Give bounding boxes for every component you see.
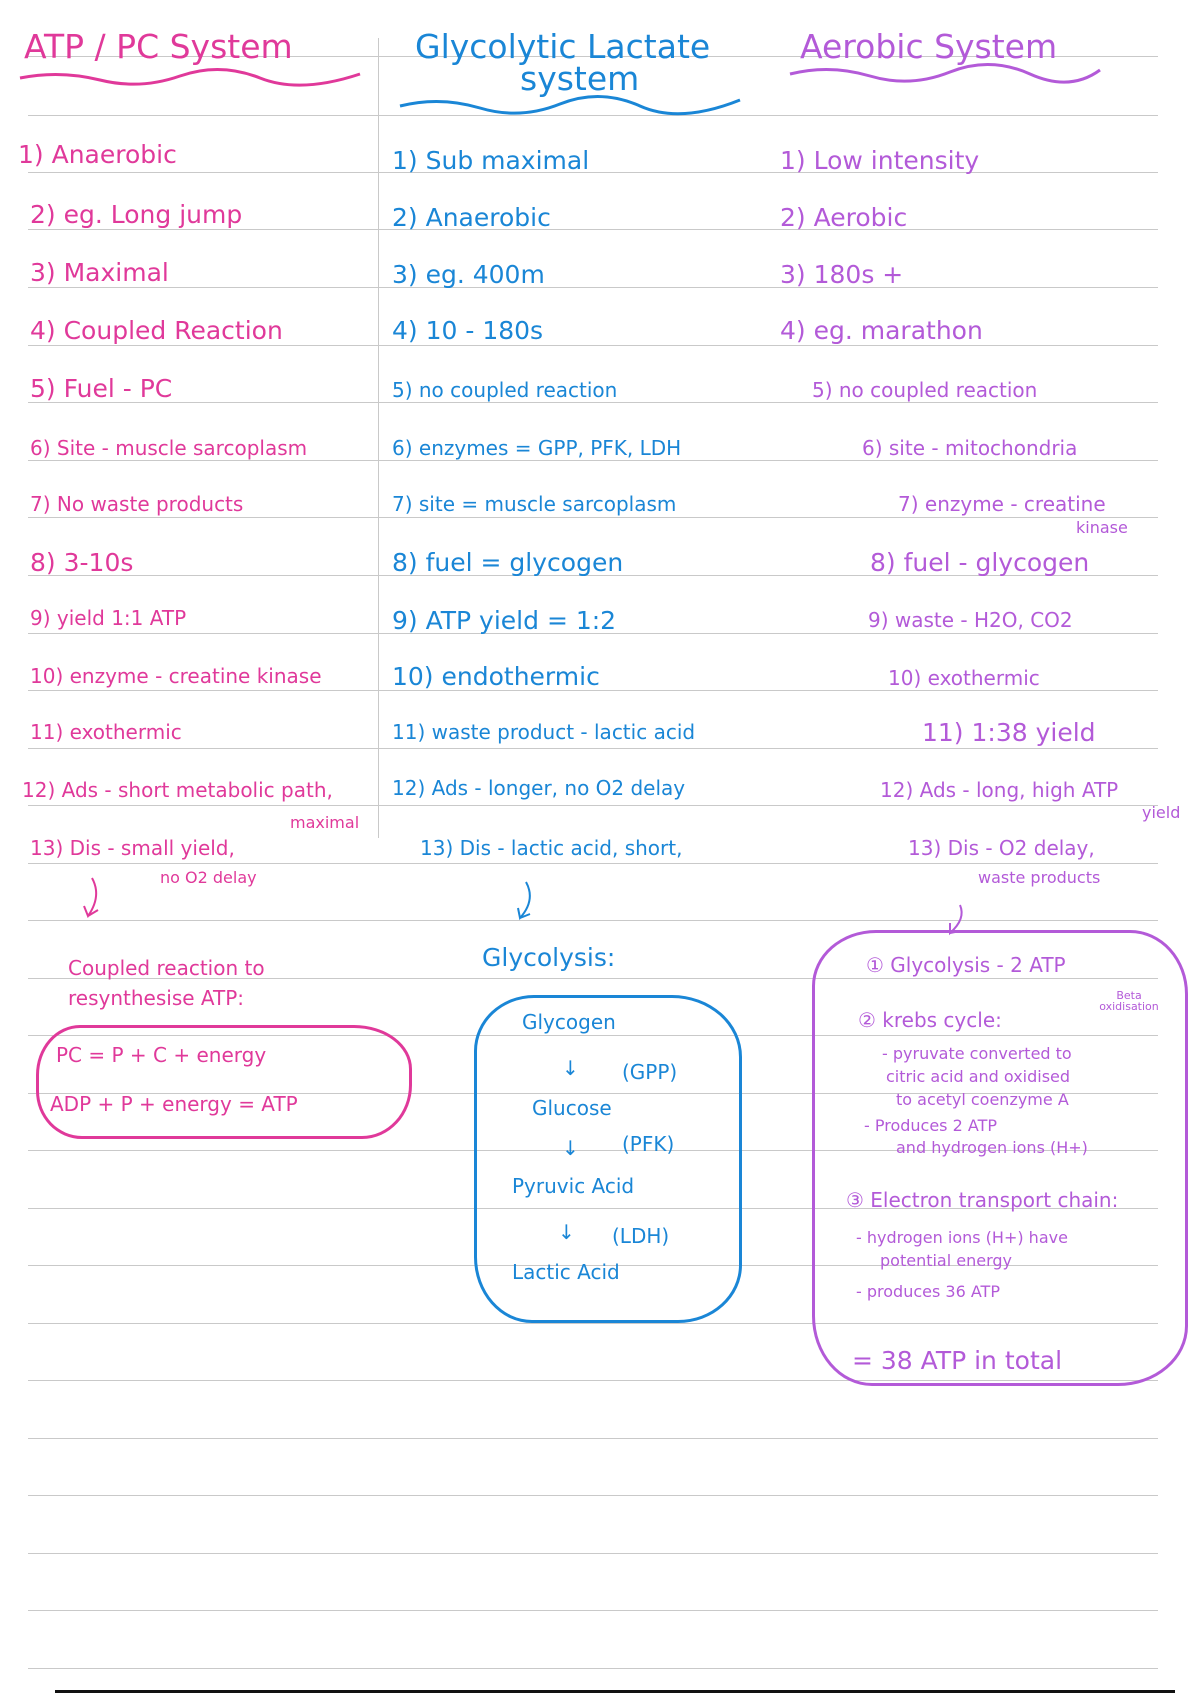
glycolysis-step-1: Glycogen	[522, 1010, 616, 1034]
atp-row-8: 8) 3-10s	[30, 548, 134, 577]
aerobic-row-9: 9) waste - H2O, CO2	[868, 608, 1073, 632]
header-aerobic: Aerobic System	[800, 27, 1058, 66]
aerobic-step-1: ① Glycolysis - 2 ATP	[866, 953, 1066, 977]
aerobic-row-5: 5) no coupled reaction	[812, 378, 1038, 402]
atp-row-12: 12) Ads - short metabolic path,	[22, 778, 333, 802]
aerobic-row-13: 13) Dis - O2 delay,	[908, 836, 1095, 860]
lactate-row-3: 3) eg. 400m	[392, 260, 545, 289]
glycolysis-step-3: Pyruvic Acid	[512, 1174, 635, 1198]
lactate-row-7: 7) site = muscle sarcoplasm	[392, 492, 677, 516]
aerobic-row-3: 3) 180s +	[780, 260, 904, 289]
atp-header-underline	[20, 69, 360, 85]
atp-row-13: 13) Dis - small yield,	[30, 836, 235, 860]
header-lactate-line2: system	[520, 59, 640, 98]
coupled-eq-1: PC = P + C + energy	[56, 1043, 267, 1067]
lactate-row-12: 12) Ads - longer, no O2 delay	[392, 776, 686, 800]
atp-row-2: 2) eg. Long jump	[30, 200, 243, 229]
aerobic-row-8: 8) fuel - glycogen	[870, 548, 1090, 577]
aerobic-row-6: 6) site - mitochondria	[862, 436, 1078, 460]
krebs-line-3: to acetyl coenzyme A	[896, 1090, 1069, 1109]
aerobic-total: = 38 ATP in total	[852, 1346, 1063, 1375]
arrow-down-icon: ↓	[562, 1136, 579, 1160]
glycolysis-step-4: Lactic Acid	[512, 1260, 620, 1284]
krebs-line-5: and hydrogen ions (H+)	[896, 1138, 1088, 1157]
aerobic-row-11: 11) 1:38 yield	[922, 718, 1096, 747]
coupled-title-1: Coupled reaction to	[68, 956, 265, 980]
aerobic-row-12: 12) Ads - long, high ATP	[880, 778, 1119, 802]
atp-row-3: 3) Maximal	[30, 258, 169, 287]
coupled-eq-2: ADP + P + energy = ATP	[50, 1092, 298, 1116]
atp-row-4: 4) Coupled Reaction	[30, 316, 283, 345]
aerobic-step-2: ② krebs cycle:	[858, 1008, 1002, 1032]
atp-row-9: 9) yield 1:1 ATP	[30, 606, 187, 630]
aerobic-row-12-note: yield	[1142, 803, 1181, 822]
lactate-row-10: 10) endothermic	[392, 662, 600, 691]
lactate-row-4: 4) 10 - 180s	[392, 316, 544, 345]
arrow-lactate-icon	[518, 882, 530, 918]
arrow-aerobic-icon	[950, 905, 962, 933]
arrow-down-icon: ↓	[558, 1220, 575, 1244]
krebs-line-1: - pyruvate converted to	[882, 1044, 1072, 1063]
beta-oxidisation-note: Beta oxidisation	[1099, 989, 1159, 1013]
lactate-row-8: 8) fuel = glycogen	[392, 548, 624, 577]
aerobic-row-7-note: kinase	[1076, 518, 1128, 537]
coupled-title-2: resynthesise ATP:	[68, 986, 245, 1010]
etc-line-3: - produces 36 ATP	[856, 1282, 1000, 1301]
atp-row-1: 1) Anaerobic	[18, 140, 177, 169]
aerobic-step-3: ③ Electron transport chain:	[846, 1188, 1119, 1212]
lactate-row-11: 11) waste product - lactic acid	[392, 720, 696, 744]
lactate-row-6: 6) enzymes = GPP, PFK, LDH	[392, 436, 682, 460]
etc-line-1: - hydrogen ions (H+) have	[856, 1228, 1068, 1247]
atp-row-5: 5) Fuel - PC	[30, 374, 173, 403]
glycolysis-enzyme-3: (LDH)	[612, 1224, 670, 1248]
lactate-header-underline	[400, 96, 740, 113]
krebs-line-2: citric acid and oxidised	[886, 1067, 1071, 1086]
glycolysis-enzyme-2: (PFK)	[622, 1132, 675, 1156]
lactate-row-9: 9) ATP yield = 1:2	[392, 606, 617, 635]
glycolysis-enzyme-1: (GPP)	[622, 1060, 678, 1084]
aerobic-row-1: 1) Low intensity	[780, 146, 980, 175]
arrow-atp-icon	[84, 878, 98, 916]
aerobic-row-10: 10) exothermic	[888, 666, 1040, 690]
header-lactate-line1: Glycolytic Lactate	[415, 27, 711, 66]
lactate-row-1: 1) Sub maximal	[392, 146, 590, 175]
header-atp-pc: ATP / PC System	[24, 27, 293, 66]
atp-row-10: 10) enzyme - creatine kinase	[30, 664, 322, 688]
aerobic-row-2: 2) Aerobic	[780, 203, 908, 232]
aerobic-row-4: 4) eg. marathon	[780, 316, 983, 345]
glycolysis-title: Glycolysis:	[482, 943, 616, 972]
atp-row-6: 6) Site - muscle sarcoplasm	[30, 436, 308, 460]
lactate-row-2: 2) Anaerobic	[392, 203, 551, 232]
krebs-line-4: - Produces 2 ATP	[864, 1116, 997, 1135]
aerobic-row-7: 7) enzyme - creatine	[898, 492, 1106, 516]
aerobic-row-13-note: waste products	[978, 868, 1101, 887]
etc-line-2: potential energy	[880, 1251, 1013, 1270]
lactate-row-5: 5) no coupled reaction	[392, 378, 618, 402]
glycolysis-step-2: Glucose	[532, 1096, 612, 1120]
atp-row-7: 7) No waste products	[30, 492, 244, 516]
arrow-down-icon: ↓	[562, 1056, 579, 1080]
atp-row-13-note: no O2 delay	[160, 868, 257, 887]
atp-row-12-note: maximal	[290, 813, 360, 832]
aerobic-header-underline	[790, 64, 1100, 82]
lactate-row-13: 13) Dis - lactic acid, short,	[420, 836, 683, 860]
atp-row-11: 11) exothermic	[30, 720, 182, 744]
